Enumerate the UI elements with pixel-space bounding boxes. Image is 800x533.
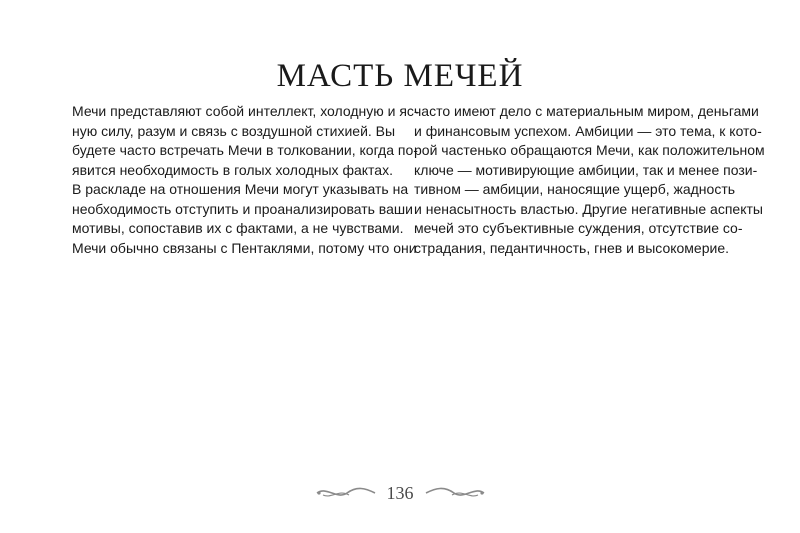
ornament-right-icon: [424, 484, 486, 502]
page-number: 136: [386, 482, 414, 503]
text-line: ную силу, разум и связь с воздушной стихией. Вы: [72, 122, 396, 139]
page-footer: [0, 478, 800, 508]
text-line: и ненасытность властью. Другие негативные аспекты: [414, 200, 763, 217]
text-line: часто имеют дело с материальным миром, деньгами: [414, 103, 759, 119]
text-line: рой частенько обращаются Мечи, как положительном: [414, 142, 765, 158]
text-line: Мечи обычно связаны с Пентаклями, потому что они: [72, 239, 417, 256]
text-line: явится необходимость в голых холодных фактах.: [72, 161, 393, 178]
text-column-right: [414, 102, 765, 258]
text-line: Мечи представляют собой интеллект, холодную и яс-: [72, 103, 419, 119]
text-line: мечей это субъективные суждения, отсутствие со-: [414, 220, 743, 236]
text-line: ключе — мотивирующие амбиции, так и менее пози-: [414, 161, 758, 178]
text-line: будете часто встречать Мечи в толковании, когда по-: [72, 142, 418, 158]
text-line: мотивы, сопоставив их с фактами, а не чувствами.: [72, 220, 404, 236]
text-line: тивном — амбиции, наносящие ущерб, жадность: [414, 181, 736, 197]
text-line: страдания, педантичность, гнев и высокомерие.: [414, 239, 729, 256]
text-line: и финансовым успехом. Амбиции — это тема, к кото-: [414, 122, 762, 139]
page-title: МАСТЬ МЕЧЕЙ: [276, 58, 524, 94]
ornament-left-icon: [315, 484, 377, 502]
text-column-left: [72, 102, 419, 258]
text-line: В раскладе на отношения Мечи могут указывать на: [72, 181, 409, 197]
text-line: необходимость отступить и проанализировать ваши: [72, 200, 413, 217]
